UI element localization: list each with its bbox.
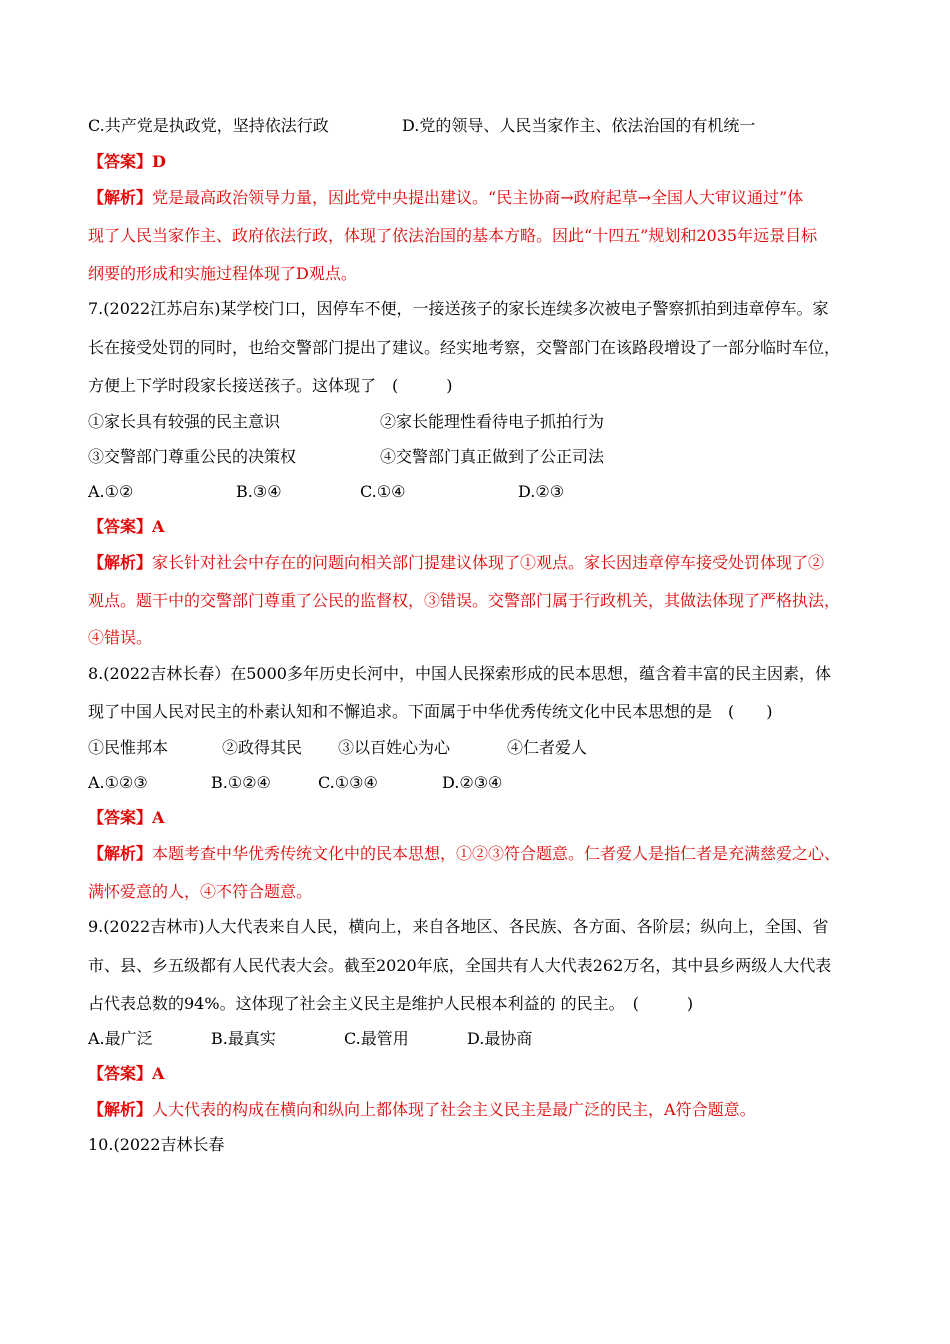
q6-analysis-line-2: 现了人民当家作主、政府依法行政，体现了依法治国的基本方略。因此“十四五”规划和2035年远景目标: [88, 226, 818, 245]
q7-statement-4: ④交警部门真正做到了公正司法: [380, 447, 605, 466]
q7-statement-3: ③交警部门尊重公民的决策权: [88, 447, 297, 466]
answer-tag: 【答案】: [88, 517, 153, 536]
q6-answer: [88, 151, 166, 173]
q7-stem-line-3: 方便上下学时段家长接送孩子。这体现了 ( ): [88, 376, 453, 395]
q8-statement-4: ④仁者爱人: [507, 738, 588, 757]
q7-option-b: B.③④: [236, 482, 282, 501]
q7-statement-1: ①家长具有较强的民主意识: [88, 412, 281, 431]
q8-statement-1: ①民惟邦本: [88, 738, 169, 757]
q8-analysis-line-2: 满怀爱意的人，④不符合题意。: [88, 882, 313, 901]
q7-stem-line-2: 长在接受处罚的同时，也给交警部门提出了建议。经实地考察，交警部门在该路段增设了一部分临时车位，: [88, 338, 841, 357]
q9-option-d: D.最协商: [467, 1029, 533, 1048]
q9-stem-line-2: 市、县、乡五级都有人民代表大会。截至2020年底，全国共有人大代表262万名，其中县乡两级人大代表: [88, 956, 832, 975]
q9-stem-line-3: 占代表总数的94%。这体现了社会主义民主是维护人民根本利益的 的民主。 ( ): [88, 994, 694, 1013]
analysis-text: 人大代表的构成在横向和纵向上都体现了社会主义民主是最广泛的民主，A符合题意。: [152, 1100, 756, 1119]
answer-tag: 【答案】: [88, 152, 153, 171]
q7-analysis-line-1: [88, 552, 824, 574]
q8-statement-3: ③以百姓心为心: [338, 738, 451, 757]
q6-analysis-line-3: 纲要的形成和实施过程体现了D观点。: [88, 264, 357, 283]
q8-option-a: A.①②③: [88, 773, 148, 792]
q9-option-b: B.最真实: [211, 1029, 276, 1048]
q8-option-c: C.①③④: [318, 773, 378, 792]
q8-analysis-line-1: [88, 843, 840, 865]
answer-value: D: [152, 152, 166, 171]
q9-analysis-line-1: [88, 1099, 756, 1121]
answer-value: A: [152, 808, 165, 827]
analysis-tag: 【解析】: [88, 553, 153, 572]
answer-tag: 【答案】: [88, 808, 153, 827]
q9-option-c: C.最管用: [344, 1029, 409, 1048]
q7-analysis-line-3: ④错误。: [88, 628, 153, 647]
q9-stem-line-1: 9.(2022吉林市)人大代表来自人民，横向上，来自各地区、各民族、各方面、各阶层；纵向上，全国、省: [88, 917, 829, 936]
q6-analysis-line-1: [88, 187, 803, 209]
q8-answer: [88, 807, 164, 829]
analysis-text: 家长针对社会中存在的问题向相关部门提建议体现了①观点。家长因违章停车接受处罚体现了②: [152, 553, 825, 572]
q7-option-d: D.②③: [518, 482, 565, 501]
answer-tag: 【答案】: [88, 1064, 153, 1083]
answer-value: A: [152, 517, 165, 536]
q8-option-b: B.①②④: [211, 773, 271, 792]
q7-option-a: A.①②: [88, 482, 134, 501]
q7-statement-2: ②家长能理性看待电子抓拍行为: [380, 412, 605, 431]
q9-option-a: A.最广泛: [88, 1029, 153, 1048]
analysis-tag: 【解析】: [88, 844, 153, 863]
q8-option-d: D.②③④: [442, 773, 503, 792]
q9-answer: [88, 1063, 164, 1085]
q7-stem-line-1: 7.(2022江苏启东)某学校门口，因停车不便，一接送孩子的家长连续多次被电子警察抓拍到违章停车。家: [88, 299, 829, 318]
q7-analysis-line-2: 观点。题干中的交警部门尊重了公民的监督权，③错误。交警部门属于行政机关，其做法体现了严格执法，: [88, 591, 841, 610]
q7-option-c: C.①④: [360, 482, 406, 501]
q6-option-c: C.共产党是执政党，坚持依法行政: [88, 116, 329, 135]
analysis-tag: 【解析】: [88, 188, 153, 207]
analysis-tag: 【解析】: [88, 1100, 153, 1119]
q10-stem-line-1: 10.(2022吉林长春: [88, 1135, 225, 1154]
analysis-text: 本题考查中华优秀传统文化中的民本思想，①②③符合题意。仁者爱人是指仁者是充满慈爱之心、: [152, 844, 841, 863]
answer-value: A: [152, 1064, 165, 1083]
q8-stem-line-1: 8.(2022吉林长春）在5000多年历史长河中，中国人民探索形成的民本思想，蕴含着丰富的民主因素，体: [88, 664, 831, 683]
q8-statement-2: ②政得其民: [222, 738, 303, 757]
q8-stem-line-2: 现了中国人民对民主的朴素认知和不懈追求。下面属于中华优秀传统文化中民本思想的是 ( ): [88, 702, 773, 721]
q7-answer: [88, 516, 164, 538]
q6-option-d: D.党的领导、人民当家作主、依法治国的有机统一: [402, 116, 756, 135]
analysis-text: 党是最高政治领导力量，因此党中央提出建议。“民主协商→政府起草→全国人大审议通过”体: [152, 188, 804, 207]
